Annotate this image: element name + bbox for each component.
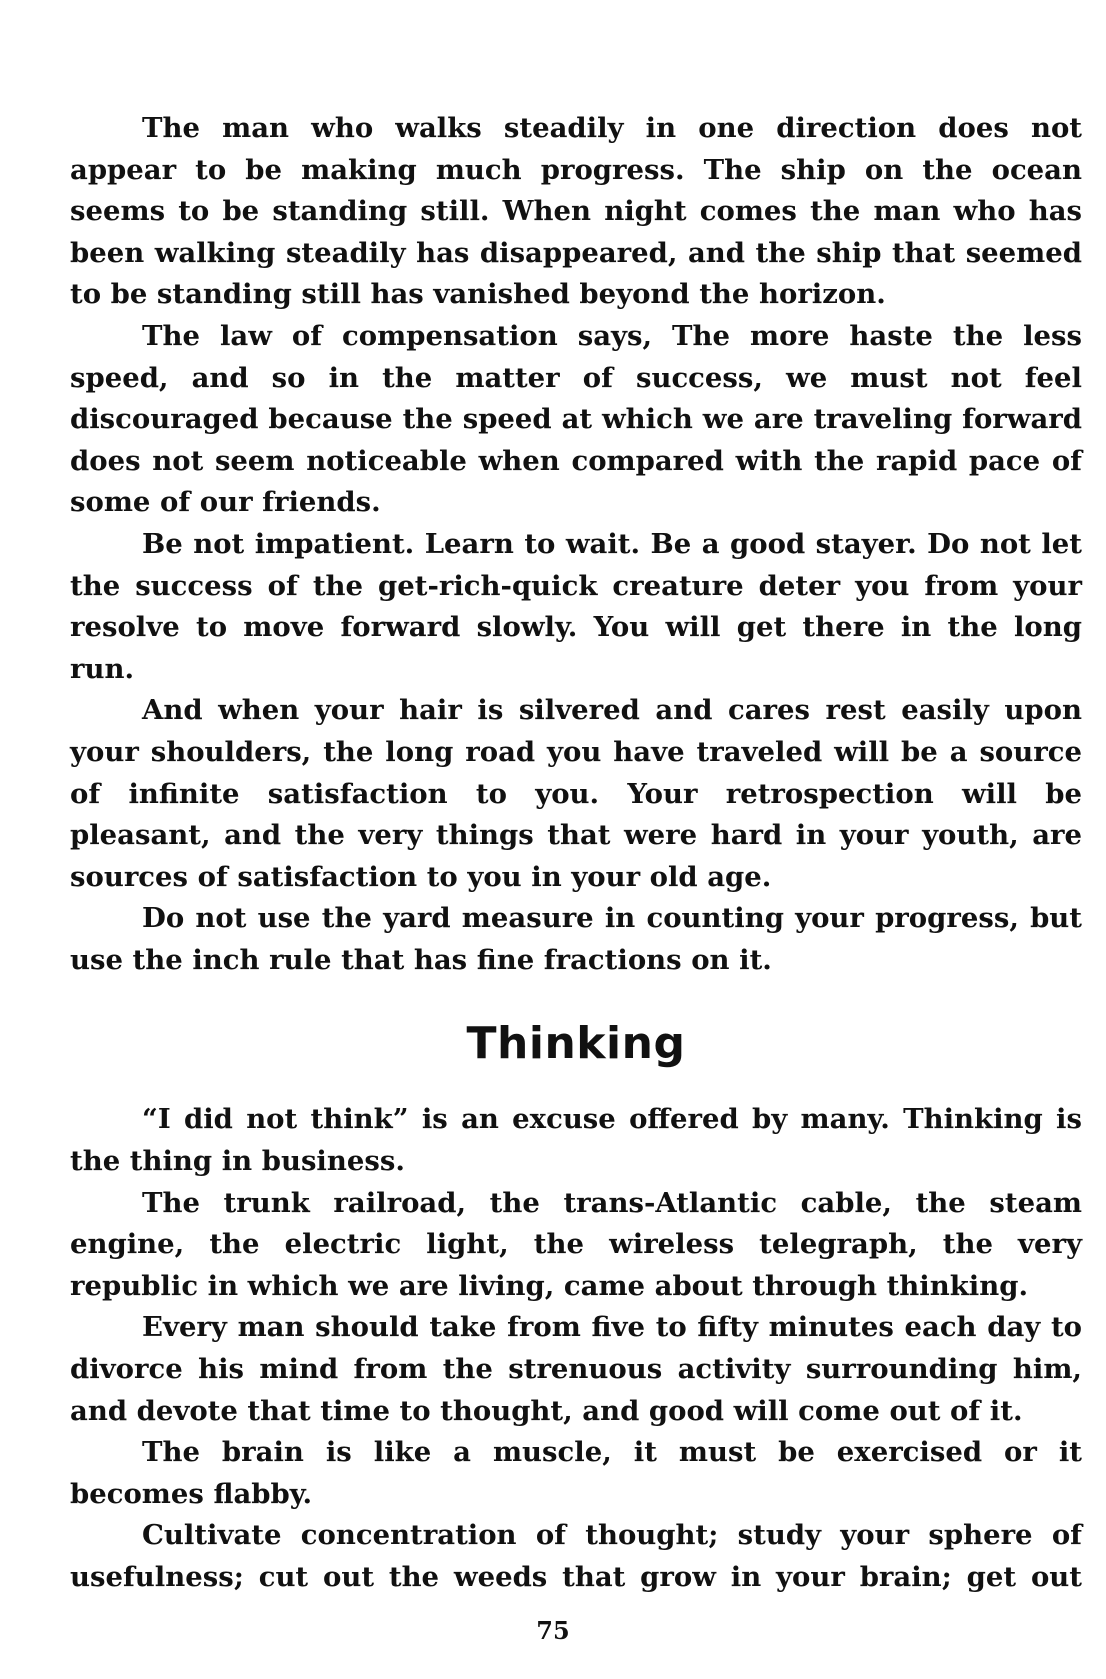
paragraph: Cultivate concentration of thought; study your sphere of usefulness; cut out the weeds that grow in your brain; get out <box>70 1519 1082 1593</box>
paragraph: Be not impatient. Learn to wait. Be a good stayer. Do not let the success of the get-rich-quick creature deter you from your resolve to move forward slowly. You will get there in the long run. <box>70 527 1082 685</box>
paragraph: And when your hair is silvered and cares rest easily upon your shoulders, the long road you have traveled will be a source of infinite satisfaction to you. Your retrospection will be pleasant, and the very things that were hard in your youth, are sources of satisfaction to you in your old age. <box>70 694 1082 893</box>
section-heading: Thinking <box>466 1018 686 1070</box>
page-number: 75 <box>536 1616 570 1645</box>
page-body <box>70 108 1082 1599</box>
paragraph: The trunk railroad, the trans-Atlantic cable, the steam engine, the electric light, the wireless telegraph, the very republic in which we are living, came about through thinking. <box>70 1186 1082 1302</box>
paragraph: The man who walks steadily in one direction does not appear to be making much progress. The ship on the ocean seems to be standing still. When night comes the man who has been walking steadily has disappeared, and the ship that seemed to be standing still has vanished beyond the horizon. <box>70 112 1082 311</box>
paragraph: The law of compensation says, The more haste the less speed, and so in the matter of success, we must not feel discouraged because the speed at which we are traveling forward does not seem noticeable when compared with the rapid pace of some of our friends. <box>70 319 1082 519</box>
paragraph: “I did not think” is an excuse offered by many. Thinking is the thing in business. <box>70 1103 1082 1178</box>
paragraph: Do not use the yard measure in counting your progress, but use the inch rule that has fine fractions on it. <box>70 902 1082 976</box>
paragraph: Every man should take from five to fifty minutes each day to divorce his mind from the strenuous activity surrounding him, and devote that time to thought, and good will come out of it. <box>70 1311 1082 1427</box>
paragraph: The brain is like a muscle, it must be exercised or it becomes flabby. <box>70 1436 1082 1510</box>
